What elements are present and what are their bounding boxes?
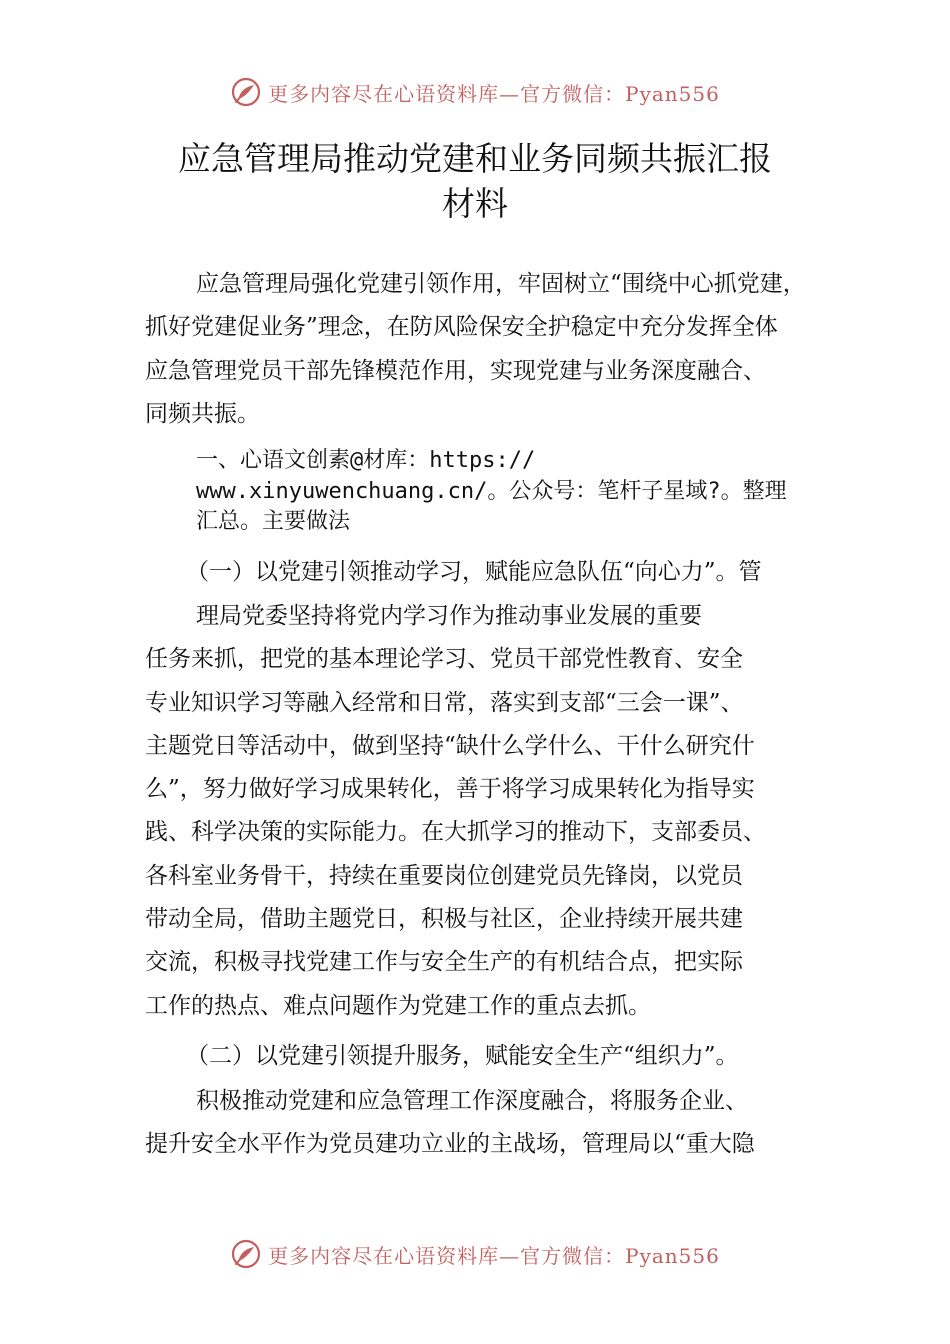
document-title — [140, 136, 810, 226]
body-paragraph-2 — [145, 1080, 805, 1167]
text-line: 交流，积极寻找党建工作与安全生产的有机结合点，把实际 — [145, 949, 743, 976]
intro-paragraph — [145, 263, 835, 436]
subheading-1 — [186, 551, 826, 594]
watermark-header — [0, 70, 950, 114]
subheading-2 — [186, 1035, 826, 1078]
text-line: 带动全局，借助主题党日，积极与社区，企业持续开展共建 — [145, 906, 743, 933]
logo-icon — [230, 76, 262, 108]
watermark-text: 更多内容尽在心语资料库—官方微信：Pyan556 — [268, 81, 720, 106]
text-line: 提升安全水平作为党员建功立业的主战场，管理局以“重大隐 — [145, 1131, 755, 1158]
text-line: www.xinyuwenchuang.cn/。公众号：笔杆子星域?。整理 — [196, 478, 787, 504]
text-line: 工作的热点、难点问题作为党建工作的重点去抓。 — [145, 992, 651, 1019]
text-line: 主题党日等活动中，做到坚持“缺什么学什么、干什么研究什 — [145, 732, 755, 759]
text-line: 么”，努力做好学习成果转化，善于将学习成果转化为指导实 — [145, 776, 755, 803]
logo-icon — [230, 1238, 262, 1270]
text-line: 专业知识学习等融入经常和日常，落实到支部“三会一课”、 — [145, 689, 744, 716]
text-line: 积极推动党建和应急管理工作深度融合，将服务企业、 — [196, 1088, 748, 1114]
text-line: 各科室业务骨干，持续在重要岗位创建党员先锋岗，以党员 — [145, 862, 743, 889]
watermark-text: 更多内容尽在心语资料库—官方微信：Pyan556 — [268, 1243, 720, 1268]
text-line: （一）以党建引领推动学习，赋能应急队伍“向心力”。管 — [186, 559, 762, 585]
text-line: 一、心语文创素@材库：https:// — [196, 448, 536, 473]
title-line: 材料 — [442, 184, 508, 223]
text-line: 汇总。主要做法 — [196, 509, 351, 534]
text-line: 同频共振。 — [145, 400, 260, 427]
text-line: 应急管理党员干部先锋模范作用，实现党建与业务深度融合、 — [145, 357, 766, 384]
text-line: 抓好党建促业务”理念，在防风险保安全护稳定中充分发挥全体 — [145, 314, 778, 341]
text-line: （二）以党建引领提升服务，赋能安全生产“组织力”。 — [186, 1043, 739, 1069]
section-heading-1 — [196, 446, 826, 538]
text-line: 践、科学决策的实际能力。在大抓学习的推动下，支部委员、 — [145, 819, 766, 846]
title-line: 应急管理局推动党建和业务同频共振汇报 — [178, 139, 772, 178]
body-paragraph-1 — [145, 595, 805, 1028]
text-line: 理局党委坚持将党内学习作为推动事业发展的重要 — [196, 603, 702, 629]
watermark-footer — [0, 1232, 950, 1276]
text-line: 应急管理局强化党建引领作用，牢固树立“围绕中心抓党建， — [196, 271, 806, 297]
text-line: 任务来抓，把党的基本理论学习、党员干部党性教育、安全 — [145, 646, 743, 673]
